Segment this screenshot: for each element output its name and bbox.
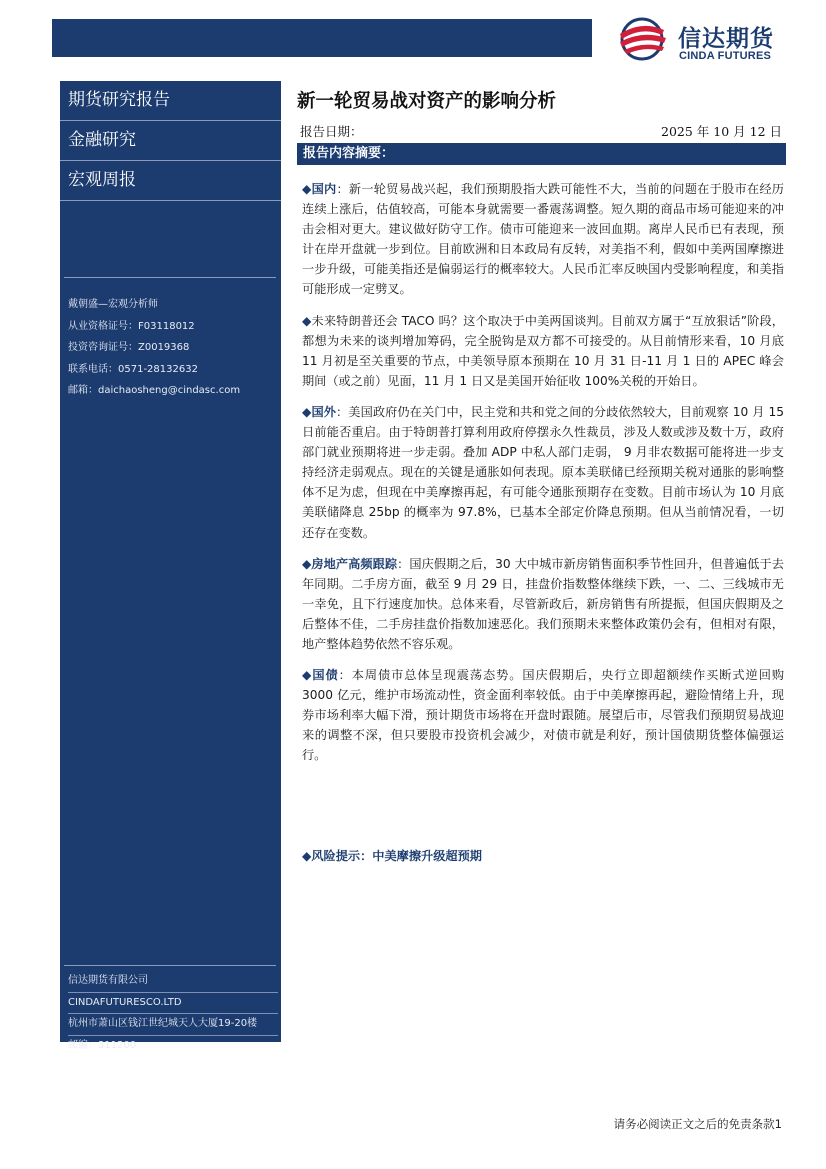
section-lead: ◆国债 [302,668,339,683]
section-overseas [302,402,784,543]
logo-text-en: CINDA FUTURES [679,50,772,62]
company-postcode: 邮编：311200 [68,1039,137,1051]
analyst-email: 邮箱：daichaosheng@cindasc.com [68,385,241,396]
sidebar-category-weekly: 宏观周报 [60,161,281,201]
summary-heading: 报告内容摘要： [297,143,786,165]
section-taco [302,311,784,391]
section-text: ：美国政府仍在关门中，民主党和共和党之间的分歧依然较大，目前观察 10 月 15 日前能否重启。由于特朗普打算利用政府停摆永久性裁员，涉及人数或涉及数十万，政府部门就业预期将进一步走弱。叠加 ADP 中私人部门走弱， 9 月非农数据可能将进一步支持经济走弱观点。现在的关键是通胀如何表现。原本美联储已经预期关税对通胀的影响整体不足为虑，但现在中美摩擦再起，有可能令通胀预期存在变数。目前市场认为 10 月底美联储降息 25bp 的概率为 97.8%，已基本全部定价降息预期。但从当前情况看，一切还存在变数。 [302,404,784,540]
sidebar [60,81,281,1051]
section-text: ：新一轮贸易战兴起，我们预期股指大跌可能性不大，当前的问题在于股市在经历连续上涨后，估值较高，可能本身就需要一番震荡调整。短久期的商品市场可能迎来的冲击会相对更大。建议做好防守工作。债市可能迎来一波回血期。离岸人民币已有表现，预计在岸开盘就一步到位。目前欧洲和日本政局有反转，对美指不利，假如中美两国摩擦进一步升级，可能美指还是偏弱运行的概率较大。人民币汇率反映国内受影响程度，和美指可能形成一定劈叉。 [302,182,784,297]
report-date-value: 2025 年 10 月 12 日 [661,124,782,139]
company-name-en: CINDAFUTURESCO.LTD [68,993,278,1015]
section-text: ：国庆假期之后，30 大中城市新房销售面积季节性回升，但普遍低于去年同期。二手房方面，截至 9 月 29 日，挂盘价指数整体继续下跌，一、二、三线城市无一幸免，且下行速度加快。总体来看，尽管新政后，新房销售有所提振，但国庆假期及之后整体不佳，二手房挂盘价指数加速恶化。我们预期未来整体政策仍会有，但相对有限，地产整体趋势依然不容乐观。 [302,556,784,651]
report-title: 新一轮贸易战对资产的影响分析 [297,91,557,112]
section-domestic [302,179,784,300]
sidebar-category-report-type: 期货研究报告 [60,81,281,121]
analyst-phone: 联系电话：0571-28132632 [68,363,198,375]
section-text: ：本周债市总体呈现震荡态势。国庆假期后，央行立即超额续作买断式逆回购 3000 亿元，维护市场流动性，资金面利率较低。由于中美摩擦再起，避险情绪上升，现券市场利率大幅下滑，预计期货市场将在开盘时跟随。展望后市，尽管我们预期贸易战迎来的调整不深，但只要股市投资机会减少，对债市就是利好，预计国债期货整体偏强运行。 [302,668,785,763]
analyst-consulting-license: 投资咨询证号：Z0019368 [68,342,190,353]
section-lead: ◆国外 [302,404,337,419]
sidebar-divider [64,277,276,278]
company-name-cn: 信达期货有限公司 [68,971,278,993]
analyst-name: 戴朝盛—宏观分析师 [68,299,158,310]
report-date-row [300,122,782,142]
disclaimer-footer: 请务必阅读正文之后的免责条款1 [613,1117,782,1131]
analyst-qualification: 从业资格证号：F03118012 [68,320,195,332]
company-logo [612,14,802,64]
report-date-label: 报告日期： [300,124,363,139]
logo-text-cn: 信达期货 [678,26,774,52]
analyst-info [68,294,276,402]
header-band [52,19,592,57]
company-info [68,971,278,1056]
sidebar-category-research: 金融研究 [60,121,281,161]
company-address: 杭州市萧山区钱江世纪城天人大厦19-20楼 [68,1014,278,1036]
section-lead: ◆房地产高频跟踪 [302,556,398,571]
section-lead: ◆国内 [302,182,337,196]
section-real-estate [302,554,784,654]
section-text: 未来特朗普还会 TACO 吗？这个取决于中美两国谈判。目前双方属于“互放狠话”阶段，都想为未来的谈判增加筹码，完全脱钩是双方都不可接受的。从目前情形来看，10 月底 11 月初是至关重要的节点，中美领导原本预期在 10 月 31 日-11 月 1 日的 APEC 峰会期间（或之前）见面，11 月 1 日又是美国开始征收 100%关税的开始日。 [302,313,784,388]
summary-content [302,179,784,777]
section-treasury-bonds [302,665,784,765]
section-lead: ◆ [302,313,312,328]
sidebar-divider [64,965,276,966]
logo-mark-icon [612,16,672,62]
risk-warning: ◆风险提示：中美摩擦升级超预期 [302,849,482,863]
